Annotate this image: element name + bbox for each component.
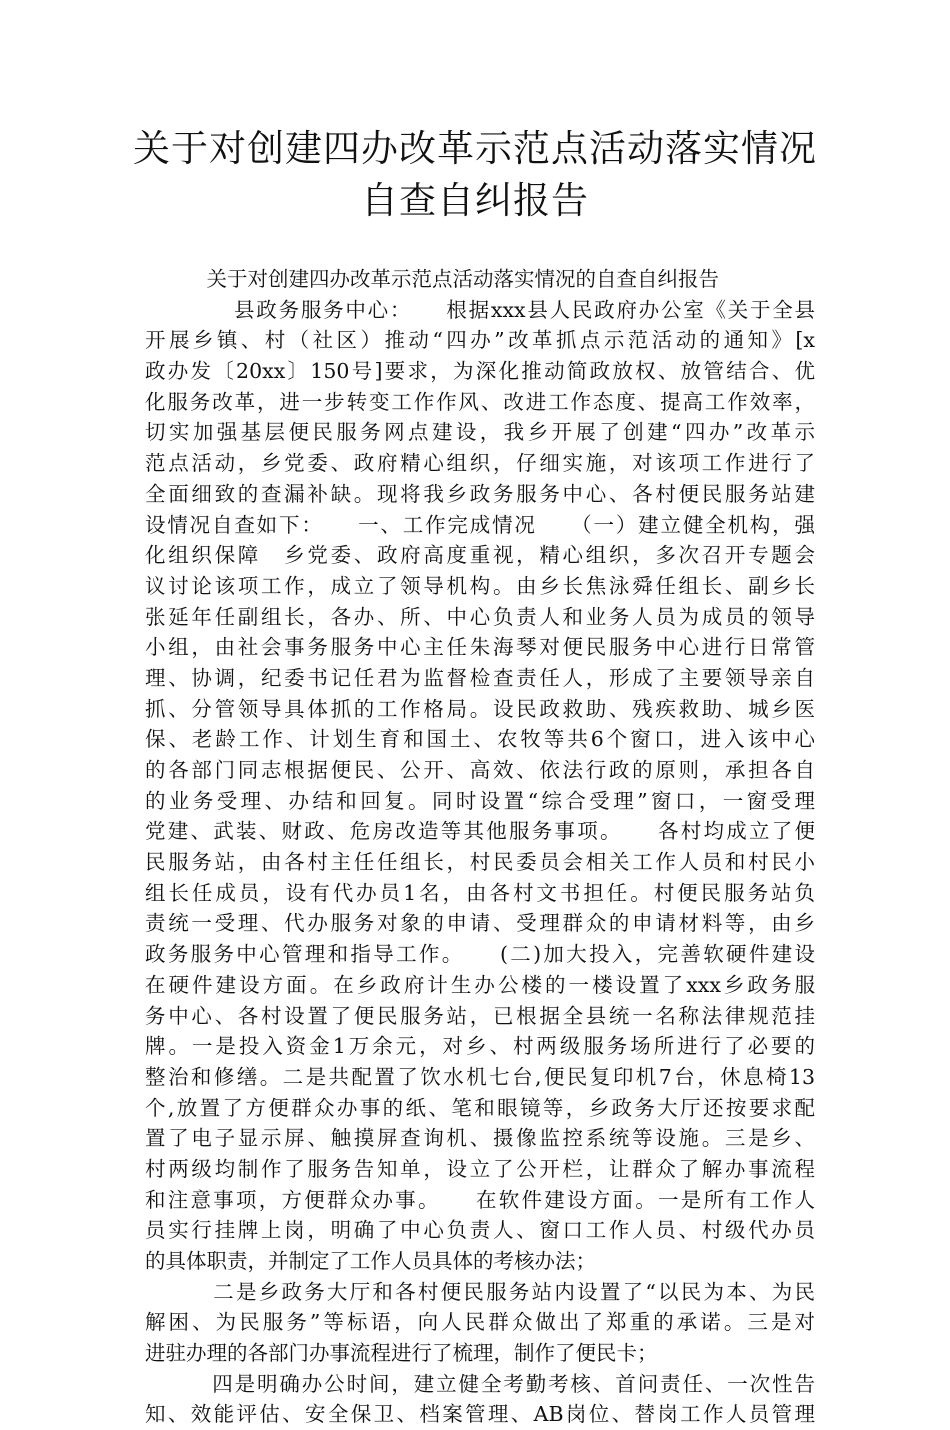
body-text-line: 政办发〔20xx〕150号]要求，为深化推动简政放权、放管结合、优 <box>145 359 815 384</box>
body-text-line: 知、效能评估、安全保卫、档案管理、AB岗位、替岗工作人员管理 <box>145 1402 815 1427</box>
document-title-line-2: 自查自纠报告 <box>361 179 589 222</box>
body-text-line: 责统一受理、代办服务对象的申请、受理群众的申请材料等，由乡 <box>145 911 815 936</box>
body-text-line: 员实行挂牌上岗，明确了中心负责人、窗口工作人员、村级代办员 <box>145 1218 815 1243</box>
body-text-line: 民服务站，由各村主任任组长，村民委员会相关工作人员和村民小 <box>145 850 815 875</box>
body-text-line: 全面细致的查漏补缺。现将我乡政务服务中心、各村便民服务站建 <box>145 481 815 506</box>
body-text-line: 的业务受理、办结和回复。同时设置“综合受理”窗口，一窗受理 <box>145 788 815 813</box>
body-text-line: 关于对创建四办改革示范点活动落实情况的自查自纠报告 <box>145 267 719 291</box>
body-text-line: 张延年任副组长，各办、所、中心负责人和业务人员为成员的领导 <box>145 604 815 629</box>
body-text-line: 党建、武装、财政、危房改造等其他服务事项。 各村均成立了便 <box>145 819 815 844</box>
body-text-line: 在硬件建设方面。在乡政府计生办公楼的一楼设置了xxx乡政务服 <box>145 972 815 997</box>
body-text-line: 抓、分管领导具体抓的工作格局。设民政救助、残疾救助、城乡医 <box>145 696 815 721</box>
body-text-line: 开展乡镇、村（社区）推动“四办”改革抓点示范活动的通知》[x <box>145 328 815 353</box>
body-text-line: 县政务服务中心： 根据xxx县人民政府办公室《关于全县 <box>145 297 815 322</box>
body-text-line: 小组，由社会事务服务中心主任朱海琴对便民服务中心进行日常管 <box>145 635 815 660</box>
body-text-line: 议讨论该项工作，成立了领导机构。由乡长焦泳舜任组长、副乡长 <box>145 573 815 598</box>
body-text-line: 组长任成员，设有代办员1名，由各村文书担任。村便民服务站负 <box>145 880 815 905</box>
body-text-line: 和注意事项，方便群众办事。 在软件建设方面。一是所有工作人 <box>145 1187 815 1212</box>
body-text-line: 进驻办理的各部门办事流程进行了梳理，制作了便民卡； <box>145 1341 658 1366</box>
body-text-line: 的各部门同志根据便民、公开、高效、依法行政的原则，承担各自 <box>145 758 815 782</box>
body-text-line: 置了电子显示屏、触摸屏查询机、摄像监控系统等设施。三是乡、 <box>145 1126 815 1151</box>
body-text-line: 设情况自查如下： 一、工作完成情况 （一）建立健全机构，强 <box>145 512 815 537</box>
body-text-line: 的具体职责，并制定了工作人员具体的考核办法； <box>145 1249 596 1273</box>
body-text-line: 务中心、各村设置了便民服务站，已根据全县统一名称法律规范挂 <box>145 1003 815 1028</box>
body-text-line: 牌。一是投入资金1万余元，对乡、村两级服务场所进行了必要的 <box>145 1034 815 1059</box>
document-body <box>145 264 815 1430</box>
body-text-line: 个,放置了方便群众办事的纸、笔和眼镜等，乡政务大厅还按要求配 <box>145 1095 815 1120</box>
body-text-line: 解困、为民服务”等标语，向人民群众做出了郑重的承诺。三是对 <box>145 1310 815 1335</box>
body-text-line: 切实加强基层便民服务网点建设，我乡开展了创建“四办”改革示 <box>145 420 815 445</box>
body-text-line: 理、协调，纪委书记任君为监督检查责任人，形成了主要领导亲自 <box>145 665 815 690</box>
body-text-line: 政务服务中心管理和指导工作。 (二)加大投入，完善软硬件建设 <box>145 942 815 967</box>
body-text-line: 化服务改革，进一步转变工作作风、改进工作态度、提高工作效率， <box>145 389 815 414</box>
body-text-line: 二是乡政务大厅和各村便民服务站内设置了“以民为本、为民 <box>145 1279 815 1304</box>
body-text-line: 范点活动，乡党委、政府精心组织，仔细实施，对该项工作进行了 <box>145 451 815 476</box>
body-text-line: 保、老龄工作、计划生育和国土、农牧等共6个窗口，进入该中心 <box>145 727 815 752</box>
document-title-line-1: 关于对创建四办改革示范点活动落实情况 <box>133 127 817 170</box>
body-text-line: 四是明确办公时间，建立健全考勤考核、首问责任、一次性告 <box>145 1371 815 1396</box>
body-text-line: 整治和修缮。二是共配置了饮水机七台,便民复印机7台，休息椅13 <box>145 1064 815 1089</box>
body-text-line: 化组织保障 乡党委、政府高度重视，精心组织，多次召开专题会 <box>145 543 815 568</box>
body-text-line: 村两级均制作了服务告知单，设立了公开栏，让群众了解办事流程 <box>145 1156 815 1181</box>
